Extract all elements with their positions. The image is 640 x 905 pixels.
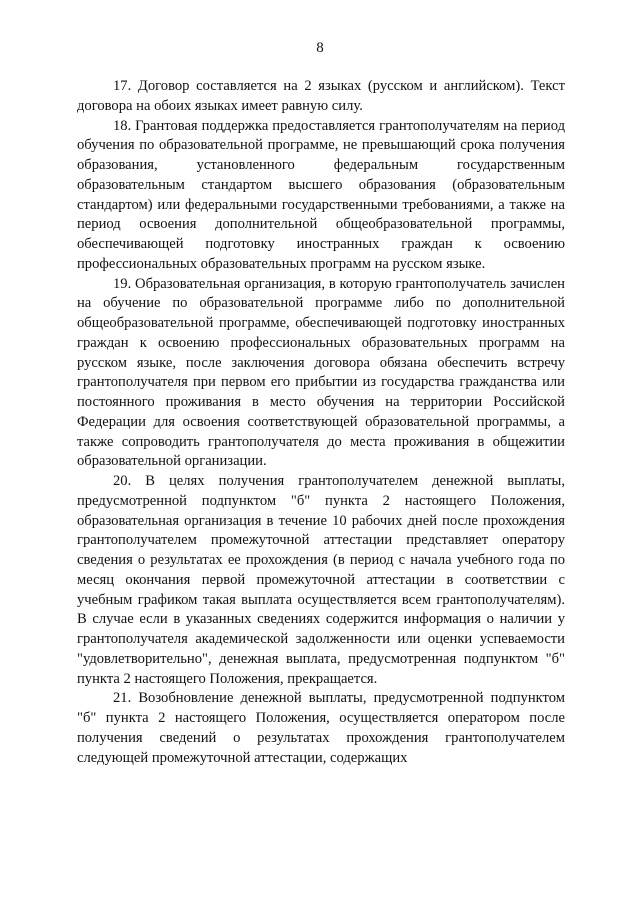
document-body xyxy=(77,77,565,768)
paragraph-21: 21. Возобновление денежной выплаты, предусмотренной подпунктом "б" пункта 2 настоящего Положения, осуществляется оператором после получения сведений о результатах прохождения грантополучателем следующей промежуточной аттестации, содержащих xyxy=(77,690,565,766)
paragraph-19: 19. Образовательная организация, в которую грантополучатель зачислен на обучение по образовательной программе либо по дополнительной общеобразовательной программе, обеспечивающей подготовку иностранных граждан к освоению профессиональных образовательных программ на русском языке, после заключения договора обязана обеспечить встречу грантополучателя при первом его прибытии из государства гражданства или постоянного проживания в место обучения на территории Российской Федерации для освоения соответствующей образовательной программы, а также сопроводить грантополучателя до места проживания в общежитии образовательной организации. xyxy=(77,275,565,470)
paragraph-17: 17. Договор составляется на 2 языках (русском и английском). Текст договора на обоих языках имеет равную силу. xyxy=(77,78,565,114)
page-number: 8 xyxy=(316,40,324,56)
paragraph-18: 18. Грантовая поддержка предоставляется грантополучателям на период обучения по образовательной программе, не превышающий срока получения образования, установленного федеральным государственным образовательным стандартом высшего образования (образовательным стандартом) или федеральными государственными требованиями, а также на период освоения дополнительной общеобразовательной программы, обеспечивающей подготовку иностранных граждан к освоению профессиональных образовательных программ на русском языке. xyxy=(77,117,565,272)
paragraph-20: 20. В целях получения грантополучателем денежной выплаты, предусмотренной подпунктом "б" пункта 2 настоящего Положения, образовательная организация в течение 10 рабочих дней после прохождения грантополучателем промежуточной аттестации представляет оператору сведения о результатах ее прохождения (в период с начала учебного года по месяц окончания первой промежуточной аттестации в соответствии с учебным графиком такая выплата осуществляется всем грантополучателям). В случае если в указанных сведениях содержится информация о наличии у грантополучателя академической задолженности или оценки успеваемости "удовлетворительно", денежная выплата, предусмотренная подпунктом "б" пункта 2 настоящего Положения, прекращается. xyxy=(77,473,565,687)
